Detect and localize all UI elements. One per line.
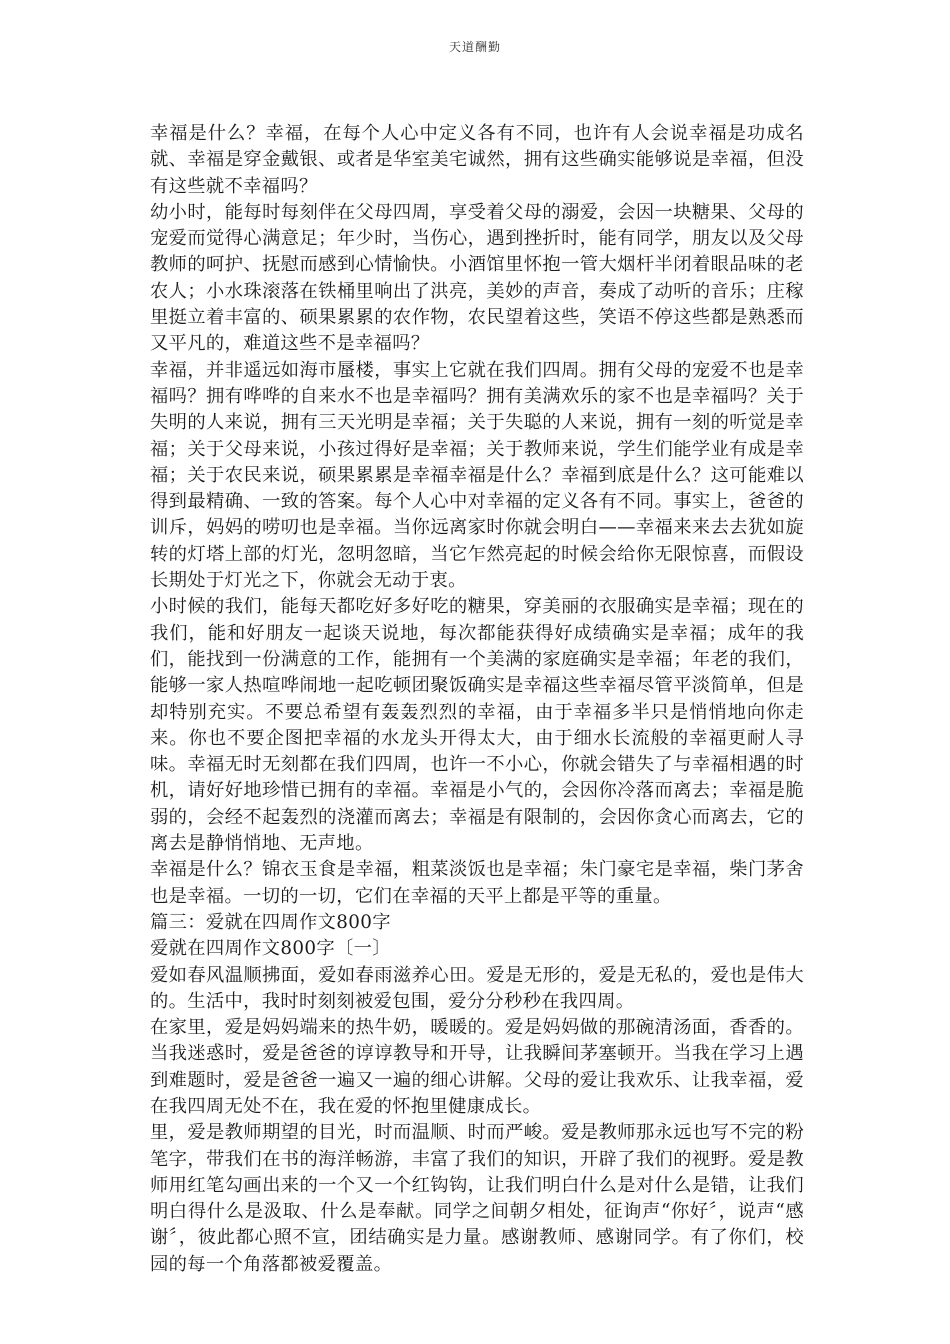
section-title: 篇三：爱就在四周作文800字: [150, 911, 391, 933]
paragraph-4: 小时候的我们，能每天都吃好多好吃的糖果，穿美丽的衣服确实是幸福；现在的我们，能和好朋友一起谈天说地，每次都能获得好成绩确实是幸福；成年的我们，能找到一份满意的工作，能拥有一个美满的家庭确实是幸福；年老的我们，能够一家人热喧哗闹地一起吃顿团聚饭确实是幸福这些幸福尽管平淡简单，但是却特别充实。不要总希望有轰轰烈烈的幸福，由于幸福多半只是悄悄地向你走来。你也不要企图把幸福的水龙头开得太大，由于细水长流般的幸福更耐人寻味。幸福无时无刻都在我们四周，也许一不小心，你就会错失了与幸福相遇的时机，请好好地珍惜已拥有的幸福。幸福是小气的，会因你冷落而离去；幸福是脆弱的，会经不起轰烈的浇灌而离去；幸福是有限制的，会因你贪心而离去，它的离去是静悄悄地、无声地。: [150, 596, 804, 855]
paragraph-6: 爱如春风温顺拂面，爱如春雨滋养心田。爱是无形的，爱是无私的，爱也是伟大的。生活中，我时时刻刻被爱包围，爱分分秒秒在我四周。: [150, 964, 804, 1012]
page-header: 天道酬勤: [448, 40, 501, 54]
document-body: [150, 121, 804, 1278]
paragraph-1: 幸福是什么？幸福，在每个人心中定义各有不同，也许有人会说幸福是功成名就、幸福是穿金戴银、或者是华室美宅诚然，拥有这些确实能够说是幸福，但没有这些就不幸福吗？: [150, 123, 804, 197]
paragraph-3: 幸福，并非遥远如海市蜃楼，事实上它就在我们四周。拥有父母的宠爱不也是幸福吗？拥有哗哗的自来水不也是幸福吗？拥有美满欢乐的家不也是幸福吗？关于失明的人来说，拥有三天光明是幸福；关于失聪的人来说，拥有一刻的听觉是幸福；关于父母来说，小孩过得好是幸福；关于教师来说，学生们能学业有成是幸福；关于农民来说，硕果累累是幸福幸福是什么？幸福到底是什么？这可能难以得到最精确、一致的答案。每个人心中对幸福的定义各有不同。事实上，爸爸的训斥，妈妈的唠叨也是幸福。当你远离家时你就会明白——幸福来来去去犹如旋转的灯塔上部的灯光，忽明忽暗，当它乍然亮起的时候会给你无限惊喜，而假设长期处于灯光之下，你就会无动于衷。: [150, 359, 804, 592]
paragraph-7: 在家里，爱是妈妈端来的热牛奶，暖暖的。爱是妈妈做的那碗清汤面，香香的。当我迷惑时，爱是爸爸的谆谆教导和开导，让我瞬间茅塞顿开。当我在学习上遇到难题时，爱是爸爸一遍又一遍的细心讲解。父母的爱让我欢乐、让我幸福，爱在我四周无处不在，我在爱的怀抱里健康成长。: [150, 1017, 804, 1117]
paragraph-5: 幸福是什么？锦衣玉食是幸福，粗菜淡饭也是幸福；朱门豪宅是幸福，柴门茅舍也是幸福。一切的一切，它们在幸福的天平上都是平等的重量。: [150, 859, 804, 907]
paragraph-2: 幼小时，能每时每刻伴在父母四周，享受着父母的溺爱，会因一块糖果、父母的宠爱而觉得心满意足；年少时，当伤心，遇到挫折时，能有同学，朋友以及父母教师的呵护、抚慰而感到心情愉快。小酒馆里怀抱一管大烟杆半闭着眼品味的老农人；小水珠滚落在铁桶里响出了洪亮，美妙的声音，奏成了动听的音乐；庄稼里挺立着丰富的、硕果累累的农作物，农民望着这些，笑语不停这些都是熟悉而又平凡的，难道这些不是幸福吗？: [150, 201, 804, 355]
paragraph-8: 里，爱是教师期望的目光，时而温顺、时而严峻。爱是教师那永远也写不完的粉笔字，带我们在书的海洋畅游，丰富了我们的知识，开辟了我们的视野。爱是教师用红笔勾画出来的一个又一个红钩钩，让我们明白什么是对什么是错，让我们明白得什么是汲取、什么是奉献。同学之间朝夕相处，征询声“你好〞，说声“感谢〞，彼此都心照不宣，团结确实是力量。感谢教师、感谢同学。有了你们，校园的每一个角落都被爱覆盖。: [150, 1122, 804, 1275]
essay-title: 爱就在四周作文800字〔一〕: [150, 938, 391, 960]
